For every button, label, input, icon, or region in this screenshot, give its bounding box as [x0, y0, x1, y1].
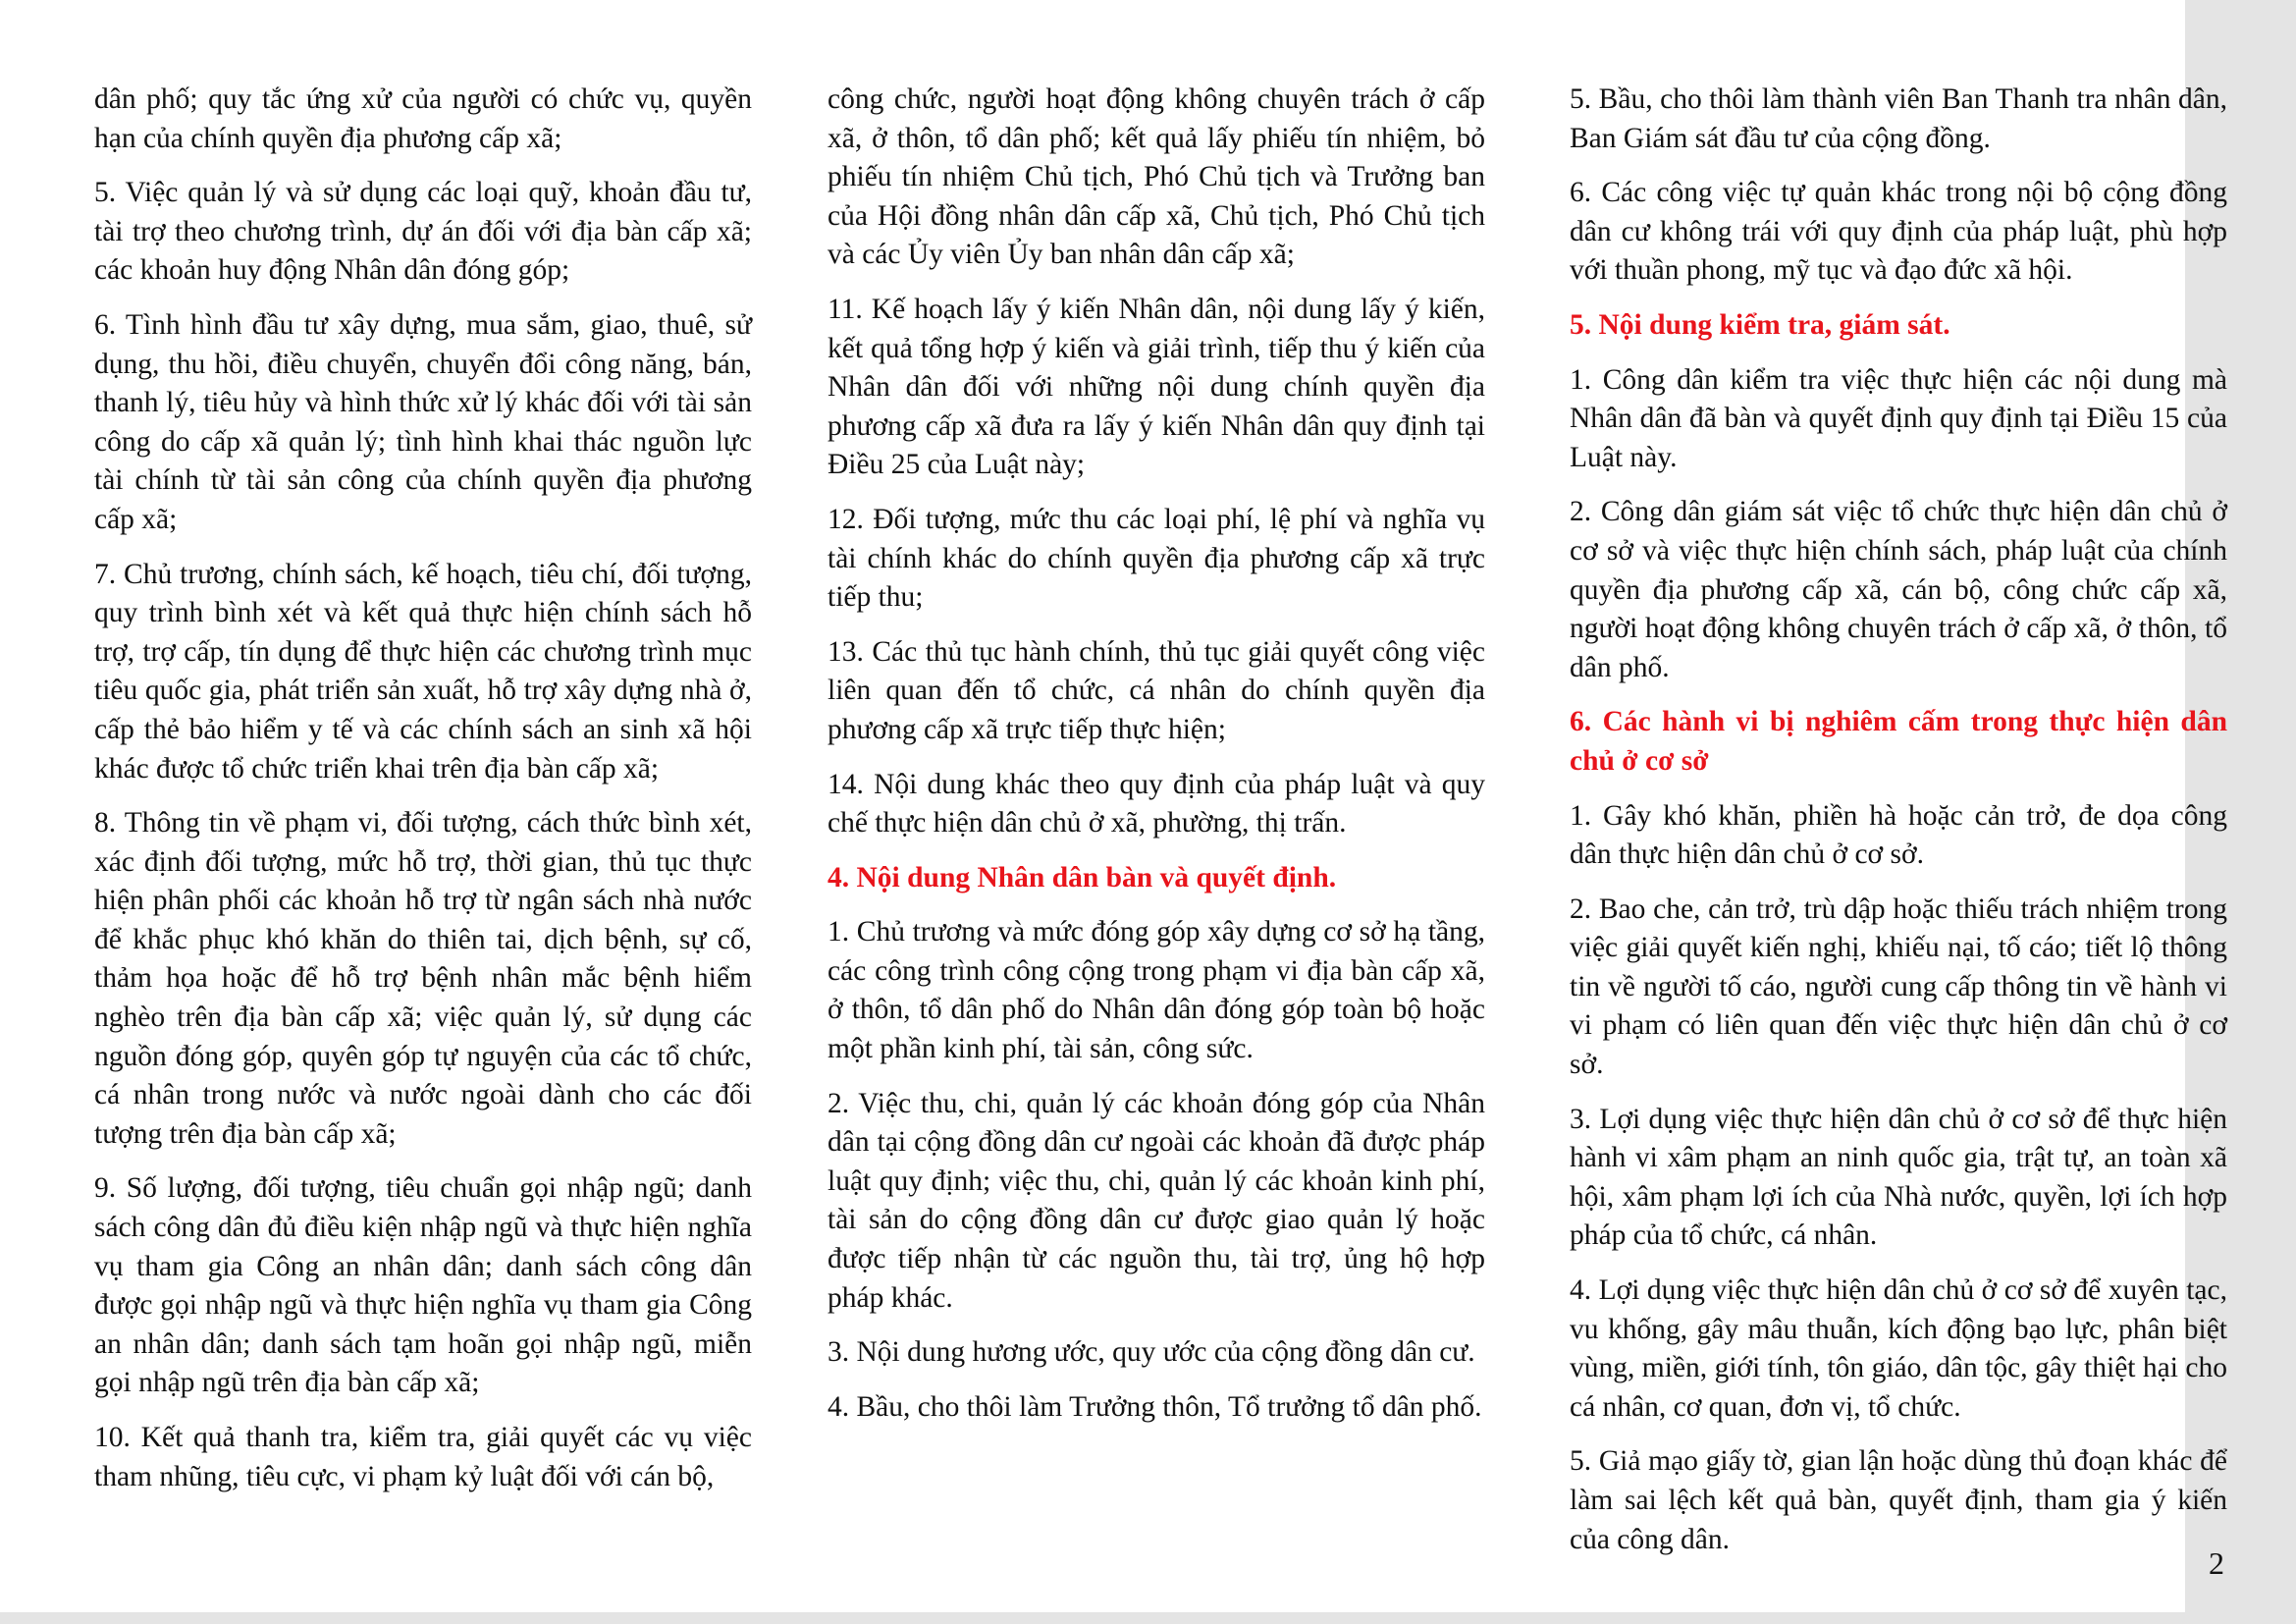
- paragraph: 7. Chủ trương, chính sách, kế hoạch, tiêu chí, đối tượng, quy trình bình xét và kết quả thực hiện chính sách hỗ trợ, trợ cấp, tín dụng để thực hiện các chương trình mục tiêu quốc gia, phát triển sản xuất, hỗ trợ xây dựng nhà ở, cấp thẻ bảo hiểm y tế và các chính sách an sinh xã hội khác được tổ chức triển khai trên địa bàn cấp xã;: [94, 558, 752, 785]
- paragraph: 3. Lợi dụng việc thực hiện dân chủ ở cơ sở để thực hiện hành vi xâm phạm an ninh quốc gia, trật tự, an toàn xã hội, xâm phạm lợi ích của Nhà nước, quyền, lợi ích hợp pháp của tổ chức, cá nhân.: [1570, 1103, 2227, 1252]
- text-column-2: [828, 81, 1485, 1442]
- text-column-1: [94, 81, 752, 1512]
- paragraph: 2. Việc thu, chi, quản lý các khoản đóng góp của Nhân dân tại cộng đồng dân cư ngoài các khoản đã được pháp luật quy định; việc thu, chi, quản lý các khoản kinh phí, tài sản do cộng đồng dân cư được giao quản lý hoặc được tiếp nhận từ các nguồn thu, tài trợ, ủng hộ hợp pháp khác.: [828, 1087, 1485, 1314]
- paragraph: 1. Công dân kiểm tra việc thực hiện các nội dung mà Nhân dân đã bàn và quyết định quy định tại Điều 15 của Luật này.: [1570, 363, 2227, 473]
- paragraph: công chức, người hoạt động không chuyên trách ở cấp xã, ở thôn, tổ dân phố; kết quả lấy phiếu tín nhiệm, bỏ phiếu tín nhiệm Chủ tịch, Phó Chủ tịch và Trưởng ban của Hội đồng nhân dân cấp xã, Chủ tịch, Phó Chủ tịch và các Ủy viên Ủy ban nhân dân cấp xã;: [828, 83, 1485, 271]
- paragraph: 1. Chủ trương và mức đóng góp xây dựng cơ sở hạ tầng, các công trình công cộng trong phạm vi địa bàn cấp xã, ở thôn, tổ dân phố do Nhân dân đóng góp toàn bộ hoặc một phần kinh phí, tài sản, công sức.: [828, 916, 1485, 1065]
- section-heading: 5. Nội dung kiểm tra, giám sát.: [1570, 308, 1950, 341]
- paragraph: 4. Lợi dụng việc thực hiện dân chủ ở cơ sở để xuyên tạc, vu khống, gây mâu thuẫn, kích động bạo lực, phân biệt vùng, miền, giới tính, tôn giáo, dân tộc, gây thiệt hại cho cá nhân, cơ quan, đơn vị, tổ chức.: [1570, 1274, 2227, 1423]
- text-column-3: [1570, 81, 2227, 1575]
- paragraph: 5. Bầu, cho thôi làm thành viên Ban Thanh tra nhân dân, Ban Giám sát đầu tư của cộng đồng.: [1570, 83, 2227, 154]
- paragraph: 2. Bao che, cản trở, trù dập hoặc thiếu trách nhiệm trong việc giải quyết kiến nghị, khiếu nại, tố cáo; tiết lộ thông tin về người tố cáo, người cung cấp thông tin về hành vi vi phạm có liên quan đến việc thực hiện dân chủ ở cơ sở.: [1570, 893, 2227, 1081]
- section-heading: 6. Các hành vi bị nghiêm cấm trong thực hiện dân chủ ở cơ sở: [1570, 706, 2227, 777]
- paragraph: 6. Các công việc tự quản khác trong nội bộ cộng đồng dân cư không trái với quy định của pháp luật, phù hợp với thuần phong, mỹ tục và đạo đức xã hội.: [1570, 177, 2227, 287]
- paragraph: 13. Các thủ tục hành chính, thủ tục giải quyết công việc liên quan đến tổ chức, cá nhân do chính quyền địa phương cấp xã trực tiếp thực hiện;: [828, 635, 1485, 745]
- section-heading: 4. Nội dung Nhân dân bàn và quyết định.: [828, 861, 1337, 893]
- paragraph: 14. Nội dung khác theo quy định của pháp luật và quy chế thực hiện dân chủ ở xã, phường, thị trấn.: [828, 768, 1485, 839]
- paragraph: 6. Tình hình đầu tư xây dựng, mua sắm, giao, thuê, sử dụng, thu hồi, điều chuyển, chuyển đổi công năng, bán, thanh lý, tiêu hủy và hình thức xử lý khác đối với tài sản công do cấp xã quản lý; tình hình khai thác nguồn lực tài chính từ tài sản công của chính quyền địa phương cấp xã;: [94, 308, 752, 535]
- paragraph: 12. Đối tượng, mức thu các loại phí, lệ phí và nghĩa vụ tài chính khác do chính quyền địa phương cấp xã trực tiếp thu;: [828, 503, 1485, 614]
- paragraph: 1. Gây khó khăn, phiền hà hoặc cản trở, đe dọa công dân thực hiện dân chủ ở cơ sở.: [1570, 799, 2227, 871]
- paragraph: 4. Bầu, cho thôi làm Trưởng thôn, Tổ trưởng tổ dân phố.: [828, 1390, 1482, 1423]
- paragraph: 11. Kế hoạch lấy ý kiến Nhân dân, nội dung lấy ý kiến, kết quả tổng hợp ý kiến và giải trình, tiếp thu ý kiến của Nhân dân đối với những nội dung chính quyền địa phương cấp xã đưa ra lấy ý kiến Nhân dân quy định tại Điều 25 của Luật này;: [828, 293, 1485, 481]
- paragraph: 3. Nội dung hương ước, quy ước của cộng đồng dân cư.: [828, 1336, 1475, 1369]
- paragraph: dân phố; quy tắc ứng xử của người có chức vụ, quyền hạn của chính quyền địa phương cấp xã;: [94, 83, 752, 154]
- page-number: 2: [2209, 1545, 2224, 1581]
- paragraph: 8. Thông tin về phạm vi, đối tượng, cách thức bình xét, xác định đối tượng, mức hỗ trợ, thời gian, thủ tục thực hiện phân phối các khoản hỗ trợ từ ngân sách nhà nước để khắc phục khó khăn do thiên tai, dịch bệnh, sự cố, thảm họa hoặc để hỗ trợ bệnh nhân mắc bệnh hiểm nghèo trên địa bàn cấp xã; việc quản lý, sử dụng các nguồn đóng góp, quyên góp tự nguyện của các tổ chức, cá nhân trong nước và nước ngoài dành cho các đối tượng trên địa bàn cấp xã;: [94, 807, 752, 1150]
- paragraph: 2. Công dân giám sát việc tổ chức thực hiện dân chủ ở cơ sở và việc thực hiện chính sách, pháp luật của chính quyền địa phương cấp xã, cán bộ, công chức cấp xã, người hoạt động không chuyên trách ở cấp xã, ở thôn, tổ dân phố.: [1570, 496, 2227, 683]
- paragraph: 5. Giả mạo giấy tờ, gian lận hoặc dùng thủ đoạn khác để làm sai lệch kết quả bàn, quyết định, tham gia ý kiến của công dân.: [1570, 1445, 2227, 1555]
- paragraph: 10. Kết quả thanh tra, kiểm tra, giải quyết các vụ việc tham nhũng, tiêu cực, vi phạm kỷ luật đối với cán bộ,: [94, 1422, 752, 1492]
- paragraph: 5. Việc quản lý và sử dụng các loại quỹ, khoản đầu tư, tài trợ theo chương trình, dự án đối với địa bàn cấp xã; các khoản huy động Nhân dân đóng góp;: [94, 177, 752, 287]
- paragraph: 9. Số lượng, đối tượng, tiêu chuẩn gọi nhập ngũ; danh sách công dân đủ điều kiện nhập ngũ và thực hiện nghĩa vụ tham gia Công an nhân dân; danh sách công dân được gọi nhập ngũ và thực hiện nghĩa vụ tham gia Công an nhân dân; danh sách tạm hoãn gọi nhập ngũ, miễn gọi nhập ngũ trên địa bàn cấp xã;: [94, 1172, 752, 1399]
